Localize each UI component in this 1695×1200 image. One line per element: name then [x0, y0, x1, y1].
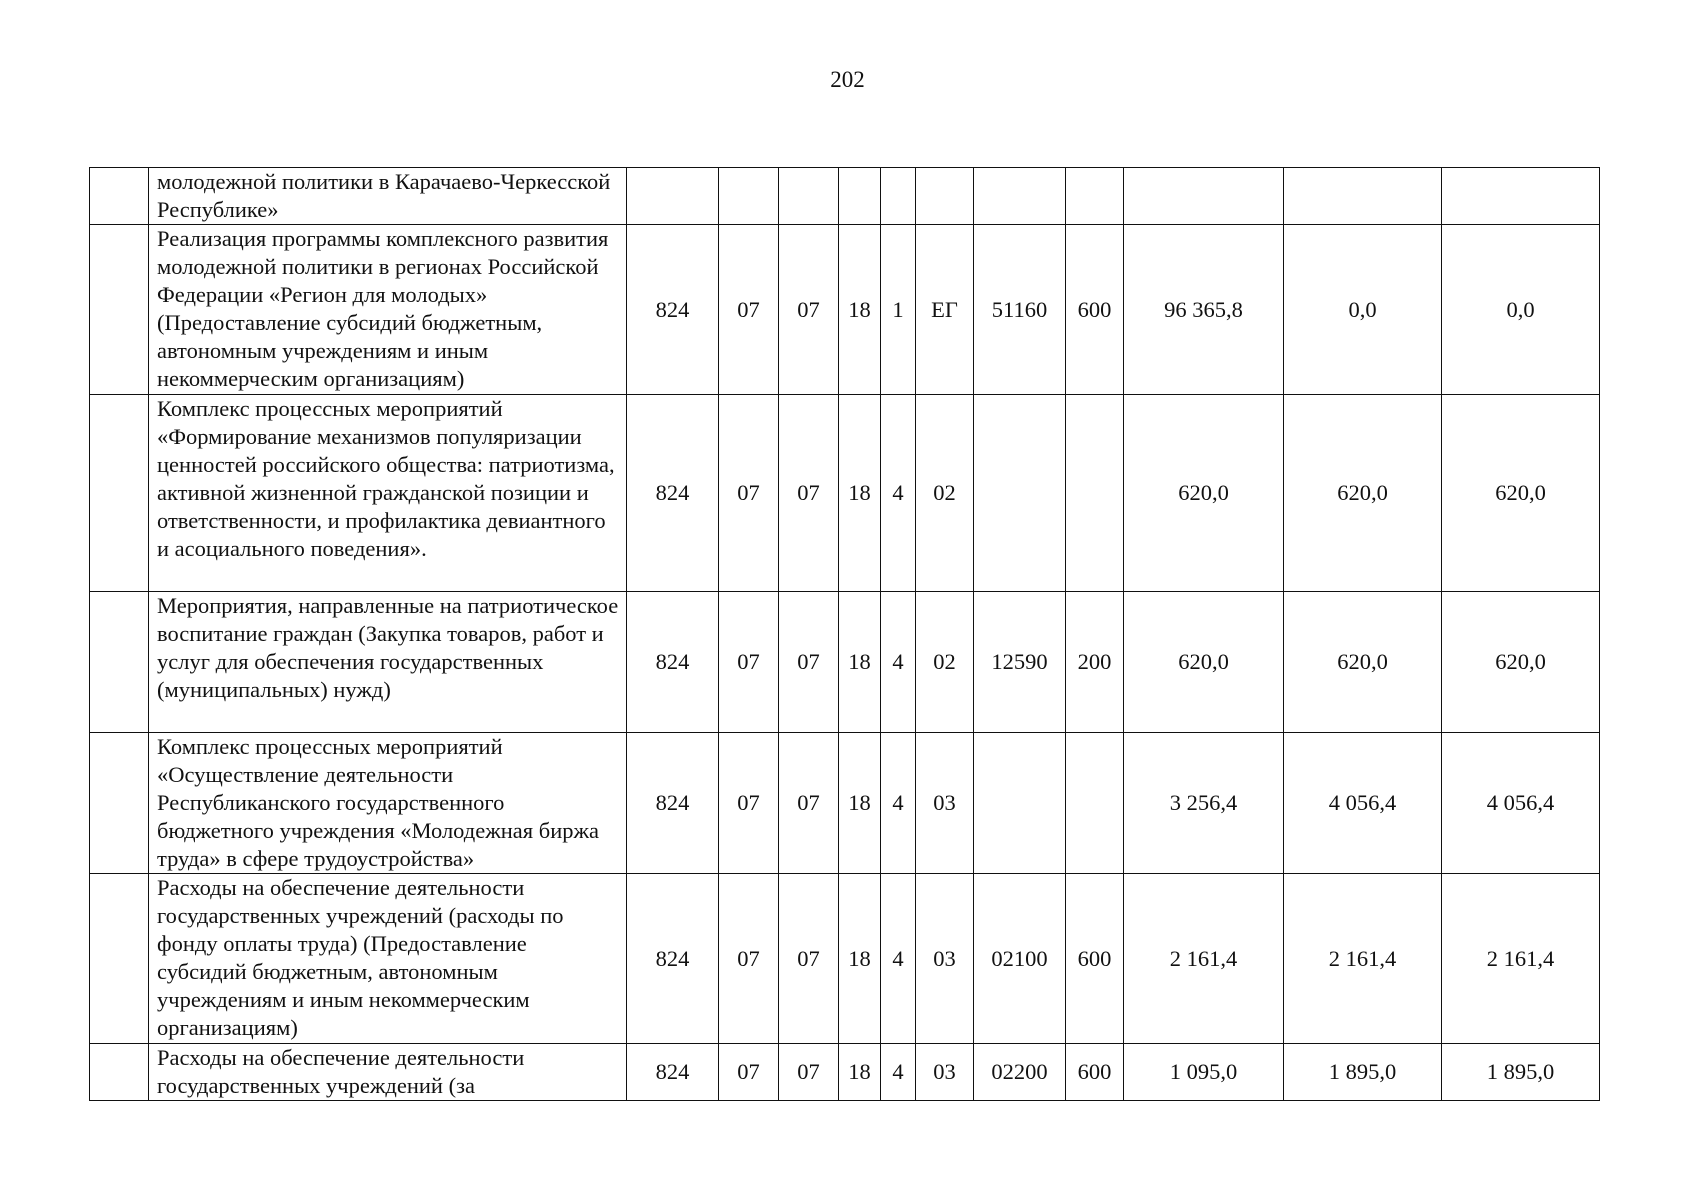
amount-1-cell: 3 256,4	[1124, 733, 1284, 874]
section-code-cell: 07	[719, 874, 779, 1044]
expense-type-cell: 600	[1066, 225, 1124, 395]
amount-2-cell: 1 895,0	[1284, 1044, 1442, 1101]
amount-2-cell: 0,0	[1284, 225, 1442, 395]
amount-2-cell: 620,0	[1284, 395, 1442, 592]
table-row	[90, 733, 1600, 874]
row-number-cell	[90, 1044, 149, 1101]
subprogram-code-cell: 4	[881, 874, 916, 1044]
ministry-code-cell: 824	[627, 733, 719, 874]
ministry-code-cell: 824	[627, 395, 719, 592]
ministry-code-cell: 824	[627, 592, 719, 733]
section-code-cell: 07	[719, 395, 779, 592]
program-code-cell: 18	[839, 395, 881, 592]
subsection-code-cell: 07	[779, 874, 839, 1044]
table-row	[90, 592, 1600, 733]
main-event-code-cell: 03	[916, 1044, 974, 1101]
amount-3-cell	[1442, 168, 1600, 225]
description-cell: Комплекс процессных мероприятий «Формирование механизмов популяризации ценностей российского общества: патриотизма, активной жизненной гражданской позиции и ответственности, и профилактика девиантного и асоциального поведения».	[149, 395, 627, 592]
section-code-cell: 07	[719, 733, 779, 874]
program-code-cell: 18	[839, 592, 881, 733]
direction-code-cell: 02100	[974, 874, 1066, 1044]
ministry-code-cell: 824	[627, 225, 719, 395]
main-event-code-cell	[916, 168, 974, 225]
direction-code-cell	[974, 395, 1066, 592]
ministry-code-cell: 824	[627, 1044, 719, 1101]
direction-code-cell: 51160	[974, 225, 1066, 395]
expense-type-cell: 600	[1066, 874, 1124, 1044]
page-number: 202	[830, 67, 865, 92]
description-cell: Расходы на обеспечение деятельности государственных учреждений (за	[149, 1044, 627, 1101]
subsection-code-cell	[779, 168, 839, 225]
ministry-code-cell	[627, 168, 719, 225]
amount-2-cell	[1284, 168, 1442, 225]
amount-3-cell: 2 161,4	[1442, 874, 1600, 1044]
amount-1-cell: 620,0	[1124, 395, 1284, 592]
subsection-code-cell: 07	[779, 733, 839, 874]
amount-1-cell: 96 365,8	[1124, 225, 1284, 395]
amount-1-cell: 2 161,4	[1124, 874, 1284, 1044]
subprogram-code-cell: 4	[881, 592, 916, 733]
main-event-code-cell: 03	[916, 733, 974, 874]
budget-table	[89, 167, 1600, 1101]
row-number-cell	[90, 592, 149, 733]
amount-3-cell: 1 895,0	[1442, 1044, 1600, 1101]
table-row	[90, 874, 1600, 1044]
subprogram-code-cell	[881, 168, 916, 225]
amount-1-cell	[1124, 168, 1284, 225]
section-code-cell: 07	[719, 225, 779, 395]
subprogram-code-cell: 4	[881, 395, 916, 592]
subsection-code-cell: 07	[779, 225, 839, 395]
section-code-cell	[719, 168, 779, 225]
subsection-code-cell: 07	[779, 1044, 839, 1101]
program-code-cell: 18	[839, 1044, 881, 1101]
expense-type-cell	[1066, 395, 1124, 592]
subsection-code-cell: 07	[779, 395, 839, 592]
section-code-cell: 07	[719, 1044, 779, 1101]
expense-type-cell	[1066, 733, 1124, 874]
direction-code-cell	[974, 733, 1066, 874]
row-number-cell	[90, 395, 149, 592]
program-code-cell: 18	[839, 225, 881, 395]
expense-type-cell	[1066, 168, 1124, 225]
amount-3-cell: 620,0	[1442, 592, 1600, 733]
main-event-code-cell: 02	[916, 592, 974, 733]
table-row	[90, 395, 1600, 592]
description-cell: Мероприятия, направленные на патриотическое воспитание граждан (Закупка товаров, работ и услуг для обеспечения государственных (муниципальных) нужд)	[149, 592, 627, 733]
amount-2-cell: 620,0	[1284, 592, 1442, 733]
main-event-code-cell: 03	[916, 874, 974, 1044]
section-code-cell: 07	[719, 592, 779, 733]
amount-2-cell: 2 161,4	[1284, 874, 1442, 1044]
subsection-code-cell: 07	[779, 592, 839, 733]
program-code-cell	[839, 168, 881, 225]
description-cell: Реализация программы комплексного развития молодежной политики в регионах Российской Федерации «Регион для молодых» (Предоставление субсидий бюджетным, автономным учреждениям и иным некоммерческим организациям)	[149, 225, 627, 395]
direction-code-cell	[974, 168, 1066, 225]
subprogram-code-cell: 4	[881, 733, 916, 874]
amount-1-cell: 620,0	[1124, 592, 1284, 733]
description-cell: молодежной политики в Карачаево-Черкесской Республике»	[149, 168, 627, 225]
amount-2-cell: 4 056,4	[1284, 733, 1442, 874]
expense-type-cell: 200	[1066, 592, 1124, 733]
table-row	[90, 1044, 1600, 1101]
row-number-cell	[90, 225, 149, 395]
row-number-cell	[90, 168, 149, 225]
amount-3-cell: 4 056,4	[1442, 733, 1600, 874]
description-cell: Расходы на обеспечение деятельности государственных учреждений (расходы по фонду оплаты труда) (Предоставление субсидий бюджетным, автономным учреждениям и иным некоммерческим организациям)	[149, 874, 627, 1044]
amount-3-cell: 0,0	[1442, 225, 1600, 395]
program-code-cell: 18	[839, 874, 881, 1044]
main-event-code-cell: 02	[916, 395, 974, 592]
subprogram-code-cell: 4	[881, 1044, 916, 1101]
program-code-cell: 18	[839, 733, 881, 874]
row-number-cell	[90, 733, 149, 874]
table-row	[90, 168, 1600, 225]
table-row	[90, 225, 1600, 395]
main-event-code-cell: ЕГ	[916, 225, 974, 395]
ministry-code-cell: 824	[627, 874, 719, 1044]
direction-code-cell: 02200	[974, 1044, 1066, 1101]
subprogram-code-cell: 1	[881, 225, 916, 395]
amount-3-cell: 620,0	[1442, 395, 1600, 592]
expense-type-cell: 600	[1066, 1044, 1124, 1101]
direction-code-cell: 12590	[974, 592, 1066, 733]
row-number-cell	[90, 874, 149, 1044]
amount-1-cell: 1 095,0	[1124, 1044, 1284, 1101]
description-cell: Комплекс процессных мероприятий «Осуществление деятельности Республиканского государственного бюджетного учреждения «Молодежная биржа труда» в сфере трудоустройства»	[149, 733, 627, 874]
